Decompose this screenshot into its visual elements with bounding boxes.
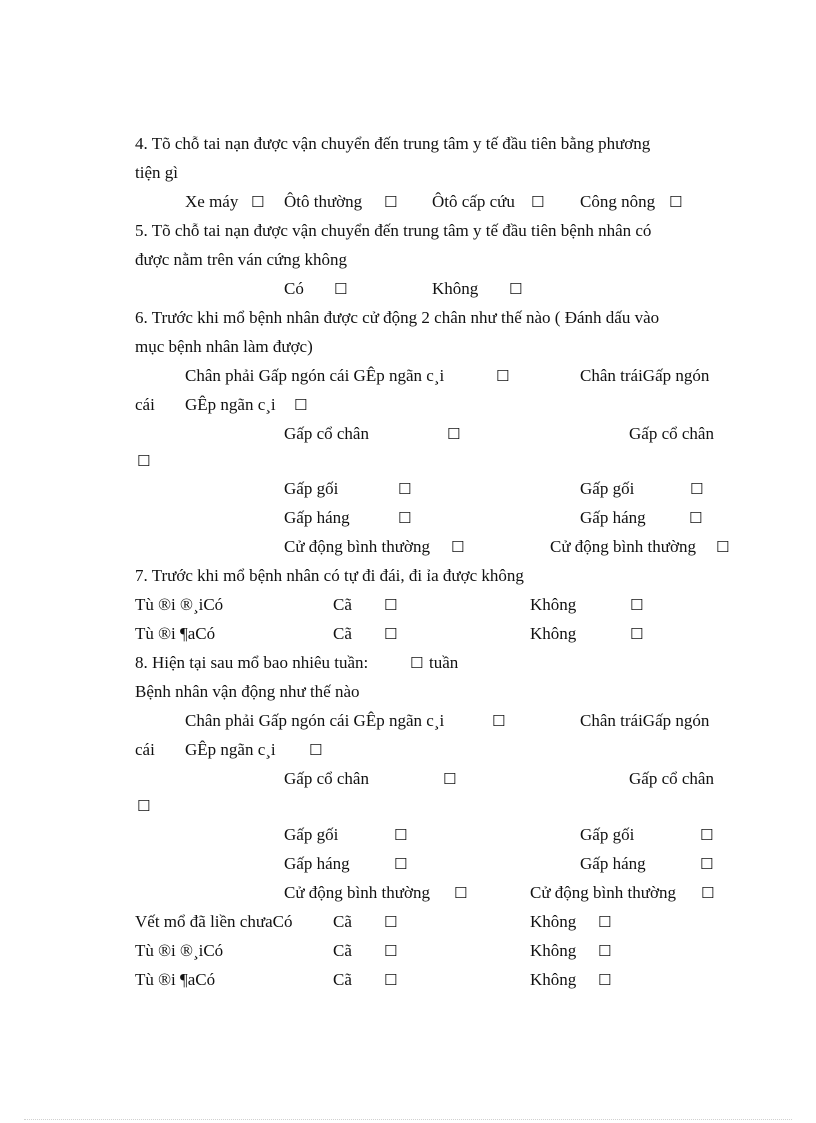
q8-hip-left: Gấp háng — [580, 854, 646, 873]
q7-text: 7. Trước khi mổ bệnh nhân có tự đi đái, đi ỉa được không — [135, 566, 524, 585]
checkbox[interactable]: ☐ — [394, 826, 408, 844]
q6-gep-ngon-cai-left: GÊp ngãn c¸i — [185, 395, 276, 414]
checkbox[interactable]: ☐ — [334, 280, 348, 298]
checkbox[interactable]: ☐ — [384, 625, 398, 643]
checkbox[interactable]: ☐ — [309, 741, 323, 759]
q6-text-line2: mục bệnh nhân làm được) — [135, 337, 313, 356]
q4-option-xe-may: Xe máy — [185, 192, 239, 211]
q8-gep-ngon-cai-left: GÊp ngãn c¸i — [185, 740, 276, 759]
checkbox[interactable]: ☐ — [689, 509, 703, 527]
checkbox[interactable]: ☐ — [509, 280, 523, 298]
checkbox[interactable]: ☐ — [630, 596, 644, 614]
checkbox[interactable]: ☐ — [137, 797, 151, 815]
q8-weeks: tuần — [429, 653, 459, 672]
q7-urinate-no: Không — [530, 595, 577, 614]
q6-normal-right: Cử động bình thường — [284, 537, 430, 556]
q5-text-line1: 5. Tõ chỗ tai nạn được vận chuyển đến trung tâm y tế đầu tiên bệnh nhân có — [135, 221, 652, 240]
q6-knee-left: Gấp gối — [580, 479, 635, 498]
q7-defecate-yes: Cã — [333, 624, 352, 643]
q8-normal-left: Cử động bình thường — [530, 883, 676, 902]
q8-defecate-yes: Cã — [333, 970, 352, 989]
q8-hip-right: Gấp háng — [284, 854, 350, 873]
q8-knee-left: Gấp gối — [580, 825, 635, 844]
checkbox[interactable]: ☐ — [716, 538, 730, 556]
q6-hip-left: Gấp háng — [580, 508, 646, 527]
q8-ankle-left: Gấp cổ chân — [629, 769, 714, 788]
q6-cai: cái — [135, 395, 155, 414]
checkbox[interactable]: ☐ — [384, 913, 398, 931]
q8-urinate-no: Không — [530, 941, 577, 960]
checkbox[interactable]: ☐ — [598, 942, 612, 960]
q8-urinate-label: Tù ®i ®¸iCó — [135, 941, 224, 960]
q4-text-line2: tiện gì — [135, 163, 178, 182]
q8-urinate-yes: Cã — [333, 941, 352, 960]
q8-cai: cái — [135, 740, 155, 759]
checkbox[interactable]: ☐ — [700, 855, 714, 873]
q6-text-line1: 6. Trước khi mổ bệnh nhân được cử động 2 chân như thế nào ( Đánh dấu vào — [135, 308, 660, 327]
checkbox[interactable]: ☐ — [410, 654, 424, 672]
q4-option-oto-cap-cuu: Ôtô cấp cứu — [432, 192, 515, 211]
checkbox[interactable]: ☐ — [384, 942, 398, 960]
checkbox[interactable]: ☐ — [398, 480, 412, 498]
q6-ankle-left: Gấp cổ chân — [629, 424, 714, 443]
checkbox[interactable]: ☐ — [701, 884, 715, 902]
q8-text: 8. Hiện tại sau mổ bao nhiêu tuần: — [135, 653, 369, 672]
q8-wound-label: Vết mổ đã liền chưaCó — [135, 912, 293, 931]
q8-text-line2: Bệnh nhân vận động như thế nào — [135, 682, 360, 701]
q8-ankle-right: Gấp cổ chân — [284, 769, 369, 788]
q7-defecate-label: Tù ®i ¶aCó — [135, 624, 216, 643]
checkbox[interactable]: ☐ — [492, 712, 506, 730]
q4-option-oto-thuong: Ôtô thường — [284, 192, 363, 211]
q8-knee-right: Gấp gối — [284, 825, 339, 844]
checkbox[interactable]: ☐ — [137, 452, 151, 470]
checkbox[interactable]: ☐ — [598, 971, 612, 989]
checkbox[interactable]: ☐ — [384, 596, 398, 614]
checkbox[interactable]: ☐ — [690, 480, 704, 498]
checkbox[interactable]: ☐ — [630, 625, 644, 643]
q4-text-line1: 4. Tõ chỗ tai nạn được vận chuyển đến trung tâm y tế đầu tiên bằng phương — [135, 134, 651, 153]
q8-wound-no: Không — [530, 912, 577, 931]
checkbox[interactable]: ☐ — [454, 884, 468, 902]
checkbox[interactable]: ☐ — [384, 971, 398, 989]
q5-option-yes: Có — [284, 279, 304, 298]
checkbox[interactable]: ☐ — [700, 826, 714, 844]
q6-hip-right: Gấp háng — [284, 508, 350, 527]
q5-option-no: Không — [432, 279, 479, 298]
q6-ankle-right: Gấp cổ chân — [284, 424, 369, 443]
checkbox[interactable]: ☐ — [496, 367, 510, 385]
q6-right-leg-line: Chân phải Gấp ngón cái GÊp ngãn c¸i — [185, 366, 445, 385]
q8-defecate-label: Tù ®i ¶aCó — [135, 970, 216, 989]
q8-right-leg-line: Chân phải Gấp ngón cái GÊp ngãn c¸i — [185, 711, 445, 730]
checkbox[interactable]: ☐ — [294, 396, 308, 414]
checkbox[interactable]: ☐ — [598, 913, 612, 931]
q7-urinate-yes: Cã — [333, 595, 352, 614]
q6-knee-right: Gấp gối — [284, 479, 339, 498]
q6-left-leg-head: Chân tráiGấp ngón — [580, 366, 710, 385]
q8-defecate-no: Không — [530, 970, 577, 989]
q7-urinate-label: Tù ®i ®¸iCó — [135, 595, 224, 614]
checkbox[interactable]: ☐ — [669, 193, 683, 211]
q4-option-cong-nong: Công nông — [580, 192, 656, 211]
checkbox[interactable]: ☐ — [384, 193, 398, 211]
checkbox[interactable]: ☐ — [451, 538, 465, 556]
q5-text-line2: được nằm trên ván cứng không — [135, 250, 348, 269]
q7-defecate-no: Không — [530, 624, 577, 643]
checkbox[interactable]: ☐ — [398, 509, 412, 527]
q8-wound-yes: Cã — [333, 912, 352, 931]
checkbox[interactable]: ☐ — [447, 425, 461, 443]
checkbox[interactable]: ☐ — [531, 193, 545, 211]
q8-normal-right: Cử động bình thường — [284, 883, 430, 902]
checkbox[interactable]: ☐ — [251, 193, 265, 211]
checkbox[interactable]: ☐ — [394, 855, 408, 873]
checkbox[interactable]: ☐ — [443, 770, 457, 788]
page-bottom-divider — [24, 1119, 792, 1120]
q6-normal-left: Cử động bình thường — [550, 537, 696, 556]
q8-left-leg-head: Chân tráiGấp ngón — [580, 711, 710, 730]
